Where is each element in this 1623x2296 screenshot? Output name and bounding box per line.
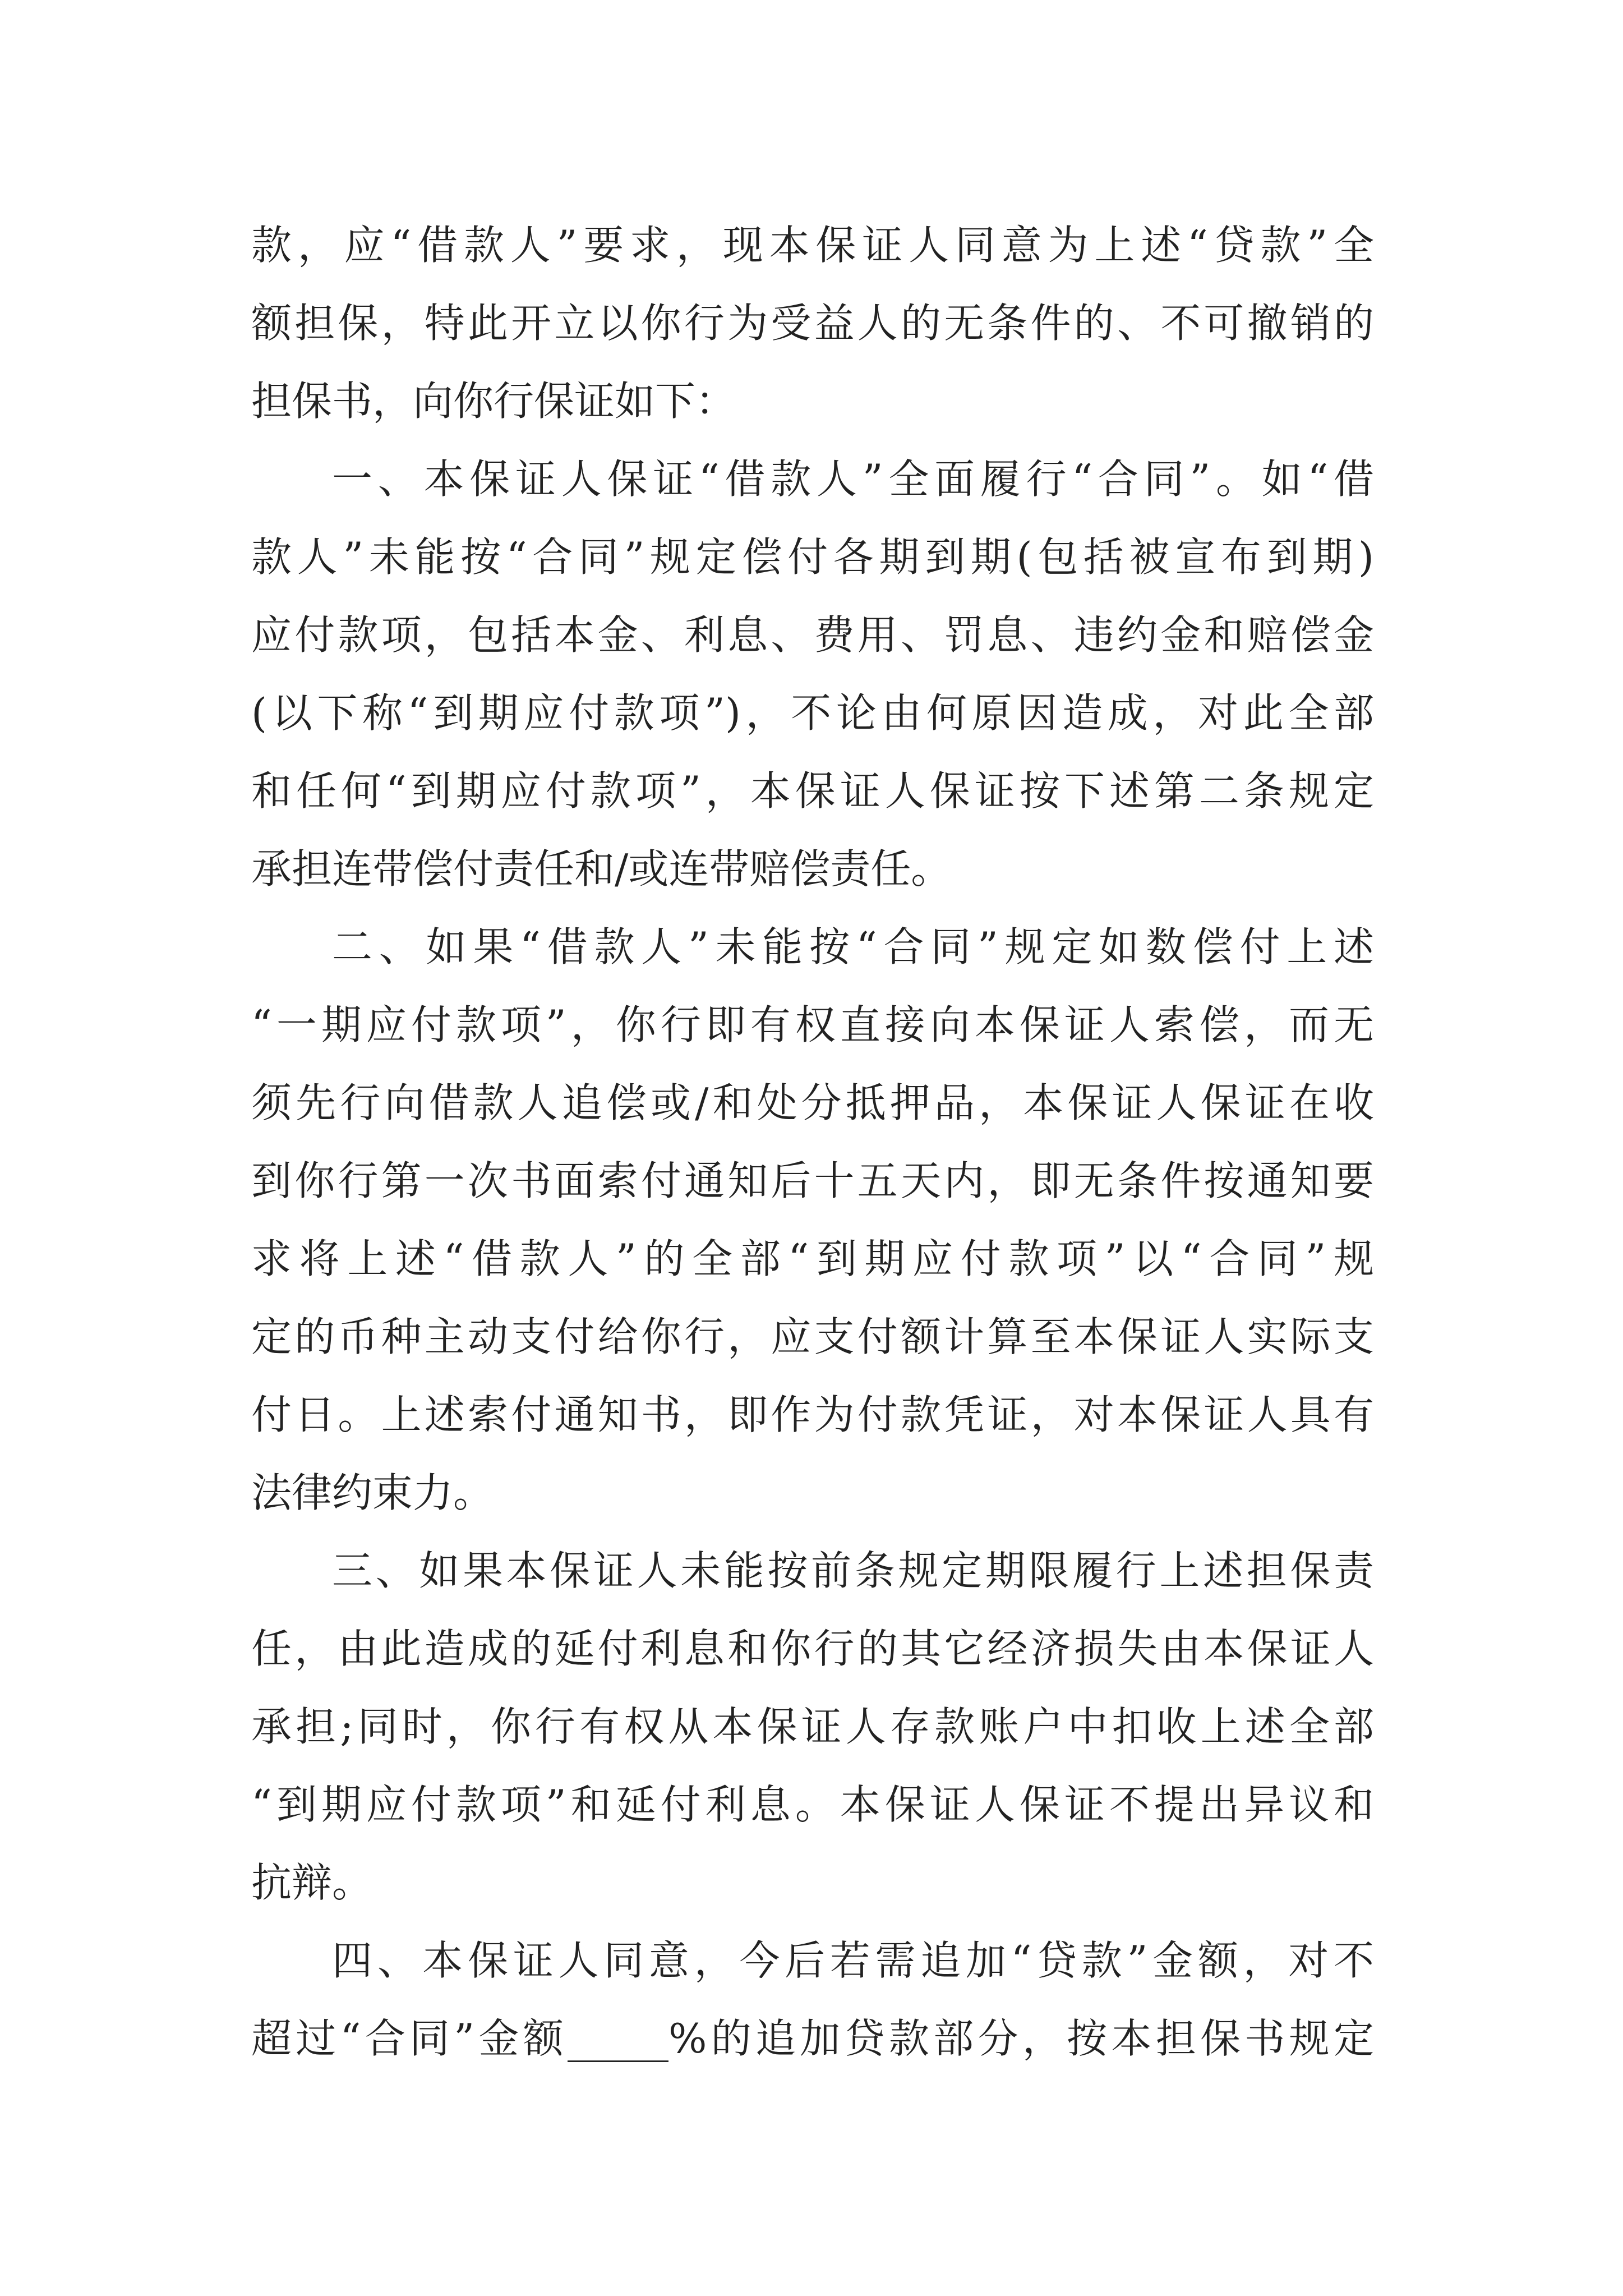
clause-3-start: 三、如果本保证人未能按前条规定期限履行上述担保责	[332, 1547, 1374, 1594]
text-line: “到期应付款项”和延付利息。本保证人保证不提出异议和	[251, 1781, 1374, 1828]
text-line: 任，由此造成的延付利息和你行的其它经济损失由本保证人	[251, 1625, 1374, 1672]
text-line: 款人”未能按“合同”规定偿付各期到期(包括被宣布到期)	[251, 533, 1374, 581]
text-line: (以下称“到期应付款项”)，不论由何原因造成，对此全部	[251, 689, 1374, 737]
text-line: 应付款项，包括本金、利息、费用、罚息、违约金和赔偿金	[251, 611, 1374, 659]
text-line: 须先行向借款人追偿或/和处分抵押品，本保证人保证在收	[251, 1079, 1374, 1126]
clause-4-start: 四、本保证人同意，今后若需追加“贷款”金额，对不	[332, 1937, 1374, 1984]
text-line: 到你行第一次书面索付通知后十五天内，即无条件按通知要	[251, 1157, 1374, 1204]
text-line: 额担保，特此开立以你行为受益人的无条件的、不可撤销的	[251, 300, 1374, 347]
text-line: 款，应“借款人”要求，现本保证人同意为上述“贷款”全	[251, 222, 1374, 269]
clause-1-start: 一、本保证人保证“借款人”全面履行“合同”。如“借	[332, 455, 1374, 503]
clause-2-start: 二、如果“借款人”未能按“合同”规定如数偿付上述	[332, 923, 1374, 970]
text-line: 和任何“到期应付款项”，本保证人保证按下述第二条规定	[251, 767, 1374, 815]
text-line: 定的币种主动支付给你行，应支付额计算至本保证人实际支	[251, 1313, 1374, 1360]
text-line: “一期应付款项”，你行即有权直接向本保证人索偿，而无	[251, 1001, 1374, 1048]
text-line: 求将上述“借款人”的全部“到期应付款项”以“合同”规	[251, 1235, 1374, 1282]
text-line: 承担连带偿付责任和/或连带赔偿责任。	[251, 845, 952, 892]
text-line: 法律约束力。	[251, 1469, 494, 1516]
text-line: 承担;同时，你行有权从本保证人存款账户中扣收上述全部	[251, 1703, 1374, 1750]
text-line: 付日。上述索付通知书，即作为付款凭证，对本保证人具有	[251, 1391, 1374, 1438]
guarantee-letter-body	[251, 206, 1374, 2078]
text-line: 担保书，向你行保证如下：	[251, 378, 736, 425]
text-line: 抗辩。	[251, 1859, 373, 1906]
text-line: 超过“合同”金额_____%的追加贷款部分，按本担保书规定	[251, 2015, 1374, 2062]
